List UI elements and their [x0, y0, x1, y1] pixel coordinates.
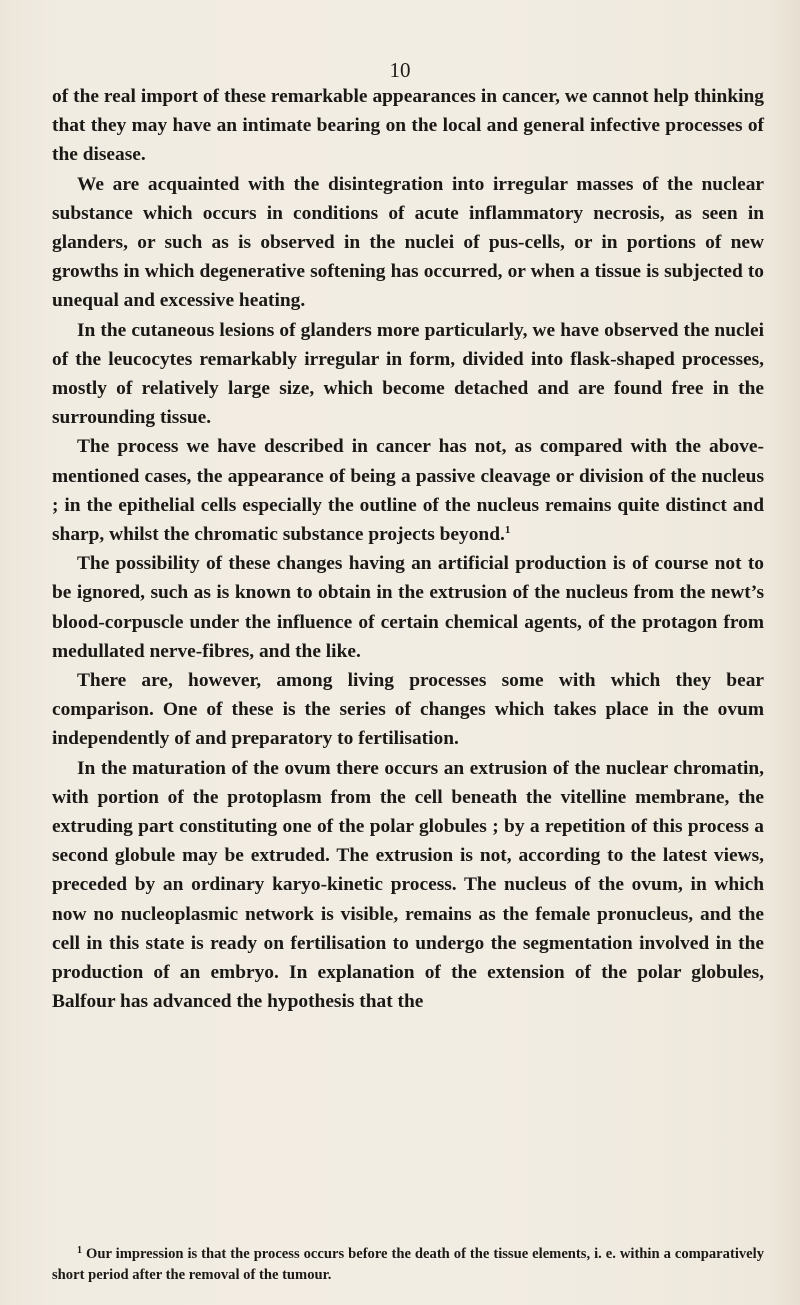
paragraph: of the real import of these remarkable appearances in cancer, we cannot help thinking that they may have an intimate bearing on the local and general infective processes of the disease. — [52, 86, 764, 166]
paragraph: The process we have described in cancer has not, as compared with the above-mentioned cases, the appearance of being a passive cleavage or division of the nucleus ; in the epithelial cells especially the outline of the nucleus remains quite distinct and sharp, whilst the chromatic substance projects beyond.$^1$ — [52, 436, 764, 546]
paragraph: The possibility of these changes having an artificial production is of course not to be ignored, such as is known to obtain in the extrusion of the nucleus from the newt’s blood-corpuscle under the influence of certain chemical agents, of the protagon from medullated nerve-fibres, and the like. — [52, 553, 764, 662]
paragraph: In the maturation of the ovum there occurs an extrusion of the nuclear chromatin, with portion of the protoplasm from the cell beneath the vitelline membrane, the extruding part constituting one of the polar globules ; by a repetition of this process a second globule may be extruded. The extrusion is not, according to the latest views, preceded by an ordinary karyo-kinetic process. The nucleus of the ovum, in which now no nucleoplasmic network is visible, remains as the female pronucleus, and the cell in this state is ready on fertilisation to undergo the segmentation involved in the production of an embryo. In explanation of the extension of the polar globules, Balfour has advanced the hypothesis that the — [52, 757, 764, 1013]
footnote-reference: 1 — [504, 524, 511, 537]
paragraph: We are acquainted with the disintegration into irregular masses of the nuclear substance which occurs in conditions of acute inflammatory necrosis, as seen in glanders, or such as is observed in the nuclei of pus-cells, or in portions of new growths in which degenerative softening has occurred, or when a tissue is subjected to unequal and excessive heating. — [52, 173, 764, 312]
footnote — [52, 1244, 764, 1286]
paragraph: In the cutaneous lesions of glanders more particularly, we have observed the nuclei of the leucocytes remarkably irregular in form, divided into flask-shaped processes, mostly of relatively large size, which become detached and are found free in the surrounding tissue. — [52, 319, 764, 429]
footnote-marker: 1 — [77, 1245, 82, 1256]
body-text — [52, 82, 764, 1017]
page-number: 10 — [389, 58, 411, 82]
footnote-text: Our impression is that the process occurs before the death of the tissue elements, i. e. within a comparatively short period after the removal of the tumour. — [52, 1246, 764, 1283]
paragraph: There are, however, among living processes some with which they bear comparison. One of these is the series of changes which takes place in the ovum independently of and preparatory to fertilisation. — [52, 670, 764, 750]
